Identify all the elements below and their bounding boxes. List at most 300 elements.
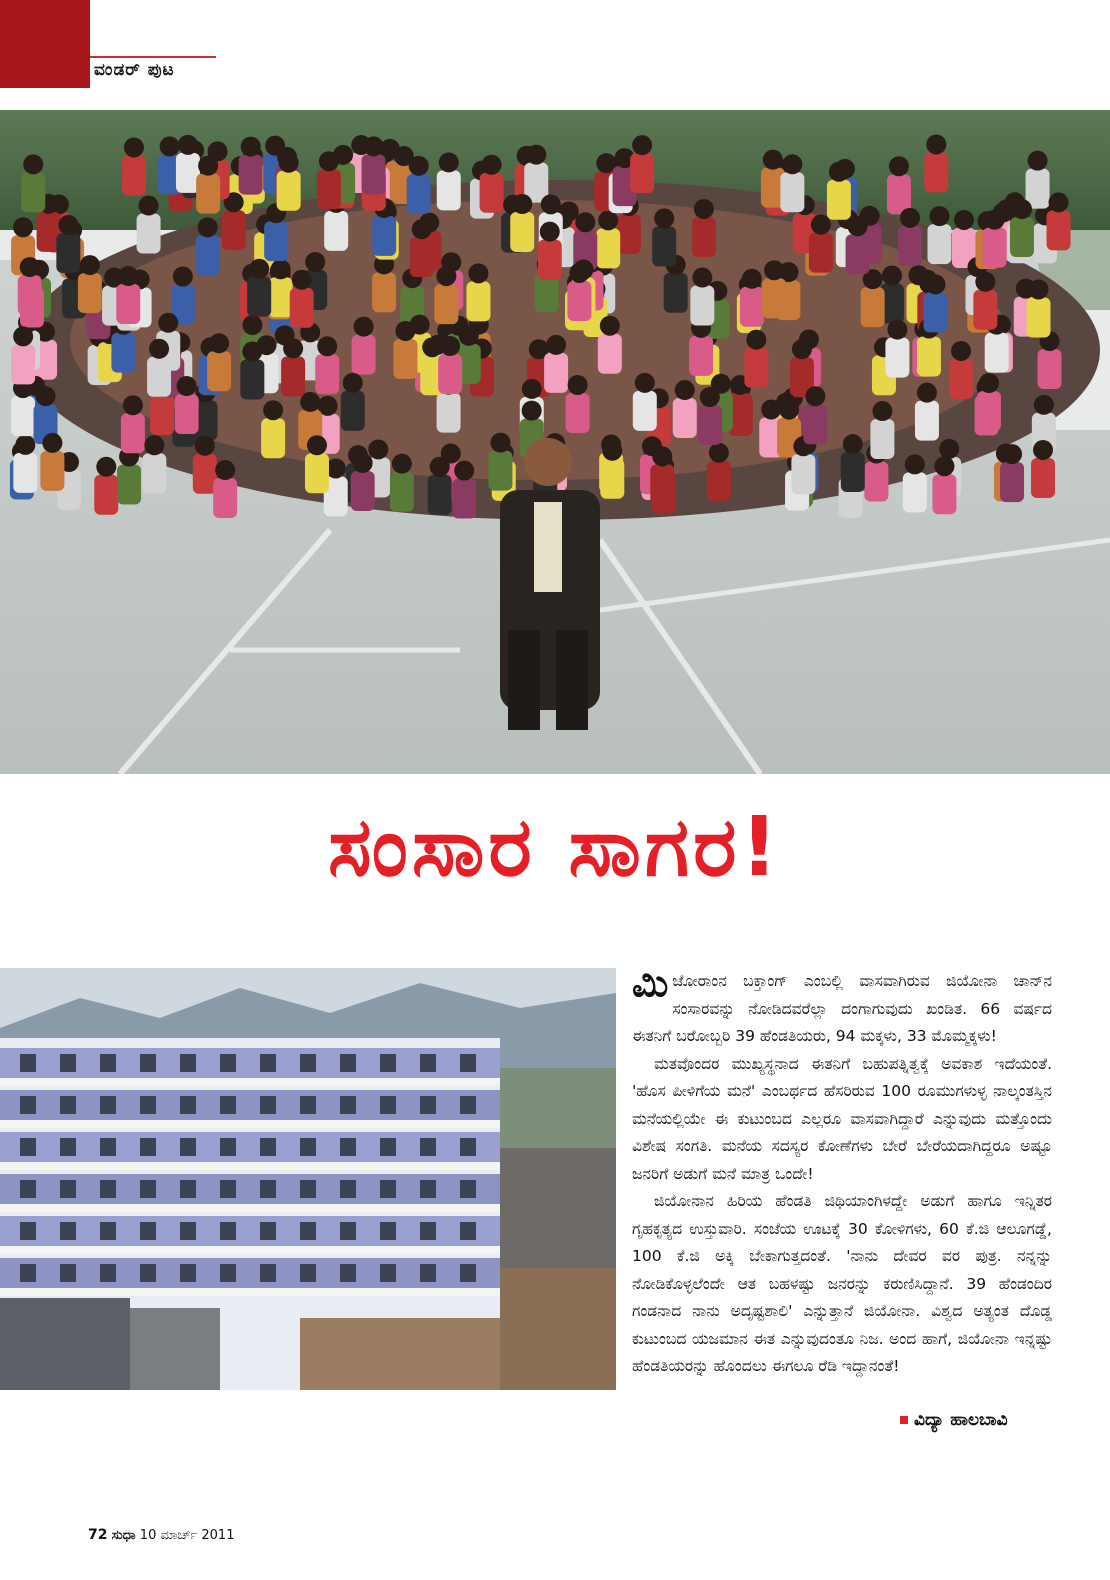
building-window [60, 1138, 76, 1156]
building-window [460, 1264, 476, 1282]
building-window [260, 1096, 276, 1114]
crowd-head [929, 206, 949, 226]
crowd-head [1033, 440, 1053, 460]
crowd-head [782, 154, 802, 174]
crowd-head [440, 336, 460, 356]
building-window [220, 1096, 236, 1114]
crowd-figure [985, 333, 1009, 373]
crowd-head [209, 333, 229, 353]
crowd-head [482, 155, 502, 175]
building-window [460, 1054, 476, 1072]
crowd-head [439, 152, 459, 172]
crowd-figure [803, 404, 827, 444]
building-window [380, 1138, 396, 1156]
building-window [220, 1054, 236, 1072]
crowd-figure [652, 226, 676, 266]
crowd-figure [437, 393, 461, 433]
family-group-photo [0, 110, 1110, 774]
crowd-head [364, 136, 384, 156]
crowd-head [118, 266, 138, 286]
crowd-figure [1010, 217, 1034, 257]
crowd-head [144, 435, 164, 455]
crowd-figure [466, 281, 490, 321]
crowd-head [979, 373, 999, 393]
crowd-head [149, 339, 169, 359]
crowd-head [353, 453, 373, 473]
crowd-figure [617, 214, 641, 254]
crowd-figure [1026, 297, 1050, 337]
crowd-head [392, 454, 412, 474]
crowd-figure [841, 452, 865, 492]
crowd-head [882, 266, 902, 286]
building-window [140, 1054, 156, 1072]
building-window [300, 1054, 316, 1072]
crowd-figure [11, 344, 35, 384]
crowd-head [20, 257, 40, 277]
crowd-figure [428, 475, 452, 515]
crowd-figure [147, 357, 171, 397]
crowd-figure [407, 174, 431, 214]
building-window [140, 1222, 156, 1240]
building-window [140, 1096, 156, 1114]
crowd-head [742, 269, 762, 289]
building-railing [0, 1120, 500, 1128]
crowd-head [271, 259, 291, 279]
building-window [100, 1096, 116, 1114]
crowd-figure [213, 478, 237, 518]
crowd-head [526, 145, 546, 165]
byline-marker [900, 1416, 908, 1424]
crowd-figure [1031, 458, 1055, 498]
crowd-head [36, 386, 56, 406]
building-window [60, 1096, 76, 1114]
crowd-figure [150, 395, 174, 435]
crowd-head [975, 272, 995, 292]
building-window [20, 1222, 36, 1240]
crowd-head [512, 194, 532, 214]
crowd-head [13, 217, 33, 237]
crowd-figure [264, 221, 288, 261]
crowd-figure [809, 233, 833, 273]
crowd-figure [390, 472, 414, 512]
crowd-head [694, 199, 714, 219]
crowd-head [792, 339, 812, 359]
crowd-head [541, 194, 561, 214]
crowd-figure [351, 471, 375, 511]
crowd-figure [923, 292, 947, 332]
crowd-figure [341, 391, 365, 431]
crowd-head [1012, 199, 1032, 219]
building-window [140, 1180, 156, 1198]
building-window [420, 1222, 436, 1240]
crowd-head [761, 399, 781, 419]
crowd-head [241, 137, 261, 157]
crowd-figure [452, 479, 476, 519]
crowd-figure [924, 152, 948, 192]
crowd-figure [261, 418, 285, 458]
building-window [460, 1180, 476, 1198]
crowd-head [1049, 192, 1069, 212]
crowd-figure [633, 391, 657, 431]
crowd-head [292, 270, 312, 290]
crowd-head [395, 321, 415, 341]
crowd-figure [630, 153, 654, 193]
building-window [460, 1096, 476, 1114]
building-window [180, 1180, 196, 1198]
crowd-figure [780, 172, 804, 212]
building-window [220, 1180, 236, 1198]
crowd-head [843, 434, 863, 454]
crowd-head [123, 395, 143, 415]
building-window [60, 1222, 76, 1240]
crowd-figure [21, 172, 45, 212]
crowd-head [198, 156, 218, 176]
crowd-head [1028, 279, 1048, 299]
crowd-figure [116, 284, 140, 324]
building-window [180, 1264, 196, 1282]
crowd-head [692, 268, 712, 288]
crowd-head [635, 373, 655, 393]
building-window [220, 1222, 236, 1240]
building-window [20, 1054, 36, 1072]
crowd-figure [11, 396, 35, 436]
crowd-figure [434, 284, 458, 324]
crowd-head [811, 215, 831, 235]
crowd-head [522, 401, 542, 421]
building-window [340, 1264, 356, 1282]
crowd-figure [885, 338, 909, 378]
crowd-figure [121, 413, 145, 453]
crowd-figure [949, 359, 973, 399]
crowd-head [652, 446, 672, 466]
crowd-head [430, 457, 450, 477]
building-window [20, 1264, 36, 1282]
crowd-head [939, 439, 959, 459]
crowd-figure [488, 451, 512, 491]
building-window [420, 1264, 436, 1282]
building-window [20, 1096, 36, 1114]
building-window [460, 1138, 476, 1156]
building-window [380, 1054, 396, 1072]
crowd-head [568, 375, 588, 395]
page-number: 72 [88, 1527, 108, 1543]
building-window [260, 1138, 276, 1156]
building-window [220, 1264, 236, 1282]
crowd-figure [1038, 349, 1062, 389]
crowd-figure [673, 398, 697, 438]
crowd-head [319, 151, 339, 171]
crowd-figure [600, 459, 624, 499]
crowd-figure [538, 240, 562, 280]
crowd-figure [927, 224, 951, 264]
crowd-figure [94, 475, 118, 515]
crowd-figure [932, 474, 956, 514]
crowd-figure [917, 337, 941, 377]
crowd-figure [689, 336, 713, 376]
building-window [340, 1096, 356, 1114]
crowd-figure [567, 281, 591, 321]
building-window [100, 1264, 116, 1282]
crowd-head [490, 433, 510, 453]
magazine-name: ಸುಧಾ [111, 1528, 136, 1543]
crowd-head [368, 439, 388, 459]
crowd-figure [598, 334, 622, 374]
crowd-head [829, 162, 849, 182]
building-window [300, 1138, 316, 1156]
crowd-head [468, 263, 488, 283]
crowd-figure [13, 453, 37, 493]
crowd-figure [791, 454, 815, 494]
building-window [260, 1222, 276, 1240]
crowd-figure [56, 233, 80, 273]
dropcap: ಮಿ [632, 961, 669, 1005]
crowd-figure [664, 273, 688, 313]
crowd-head [249, 259, 269, 279]
building-window [300, 1222, 316, 1240]
crowd-head [540, 222, 560, 242]
building-railing [0, 1204, 500, 1212]
crowd-figure [744, 348, 768, 388]
crowd-figure [692, 217, 716, 257]
crowd-figure [222, 210, 246, 250]
crowd-figure [740, 287, 764, 327]
crowd-head [160, 136, 180, 156]
crowd-figure [142, 453, 166, 493]
crowd-figure [18, 275, 42, 315]
crowd-figure [372, 216, 396, 256]
building-window [260, 1054, 276, 1072]
building-window [380, 1180, 396, 1198]
crowd-figure [372, 272, 396, 312]
crowd-head [283, 338, 303, 358]
crowd-head [598, 210, 618, 230]
article-body [632, 961, 1052, 1381]
crowd-head [709, 443, 729, 463]
crowd-head [195, 436, 215, 456]
crowd-figure [827, 180, 851, 220]
crowd-head [954, 210, 974, 230]
crowd-figure [247, 277, 271, 317]
crowd-figure [207, 351, 231, 391]
crowd-head [602, 441, 622, 461]
crowd-head [926, 134, 946, 154]
crowd-head [354, 317, 374, 337]
crowd-figure [1000, 462, 1024, 502]
crowd-head [917, 383, 937, 403]
crowd-figure [196, 235, 220, 275]
corner-color-block [0, 0, 90, 88]
crowd-head [905, 454, 925, 474]
crowd-figure [393, 339, 417, 379]
crowd-head [675, 380, 695, 400]
article-paragraph: ಮತವೊಂದರ ಮುಖ್ಯಸ್ಥನಾದ ಈತನಿಗೆ ಬಹುಪತ್ನಿತ್ವಕ್ಕೆ ಅವಕಾಶ ಇದೆಯಂತೆ. 'ಹೊಸ ಪೀಳಿಗೆಯ ಮನೆ' ಎಂಬರ್ಥದ ಹೆಸರಿರುವ 100 ರೂಮುಗಳುಳ್ಳ ನಾಲ್ಕಂತಸ್ತಿನ ಮನೆಯಲ್ಲಿಯೇ ಈ ಕುಟುಂಬದ ಎಲ್ಲರೂ ವಾಸವಾಗಿದ್ದಾರೆ ಎನ್ನುವುದು ಮತ್ತೊಂದು ವಿಶೇಷ ಸಂಗತಿ. ಮನೆಯ ಸದಸ್ಯರ ಕೋಣೆಗಳು ಬೇರೆ ಬೇರೆಯದಾಗಿದ್ದರೂ ಅಷ್ಟೂ ಜನರಿಗೆ ಅಡುಗೆ ಮನೆ ಮಾತ್ರ ಒಂದೇ! [632, 1054, 1052, 1183]
crowd-head [139, 196, 159, 216]
building-window [340, 1054, 356, 1072]
issue-date: 10 ಮಾರ್ಚ್ 2011 [139, 1528, 235, 1543]
crowd-figure [290, 288, 314, 328]
crowd-figure [903, 472, 927, 512]
building-window [300, 1180, 316, 1198]
crowd-head [746, 330, 766, 350]
crowd-figure [650, 464, 674, 504]
crowd-figure [566, 393, 590, 433]
crowd-figure [175, 394, 199, 434]
crowd-figure [898, 226, 922, 266]
building-window [180, 1096, 196, 1114]
crowd-head [242, 315, 262, 335]
crowd-head [343, 373, 363, 393]
crowd-head [173, 266, 193, 286]
crowd-head [700, 387, 720, 407]
crowd-head [1002, 444, 1022, 464]
building-railing [0, 1246, 500, 1254]
crowd-figure [861, 287, 885, 327]
crowd-figure [324, 211, 348, 251]
crowd-figure [40, 451, 64, 491]
crowd-head [600, 316, 620, 336]
crowd-figure [196, 174, 220, 214]
crowd-head [575, 212, 595, 232]
building-window [180, 1138, 196, 1156]
building-window [340, 1180, 356, 1198]
crowd-figure [269, 277, 293, 317]
crowd-figure [239, 155, 263, 195]
crowd-head [177, 376, 197, 396]
crowd-figure [510, 212, 534, 252]
section-label: ವಂಡರ್ ಪುಟ [94, 60, 175, 80]
crowd-figure [437, 170, 461, 210]
building-window [380, 1222, 396, 1240]
building-window [300, 1264, 316, 1282]
building-window [260, 1264, 276, 1282]
building-railing [0, 1078, 500, 1086]
crowd-figure [977, 391, 1001, 431]
crowd-head [300, 392, 320, 412]
building-window [100, 1180, 116, 1198]
crowd-head [409, 156, 429, 176]
crowd-head [317, 336, 337, 356]
crowd-head [546, 335, 566, 355]
crowd-head [654, 208, 674, 228]
building-window [60, 1054, 76, 1072]
crowd-head [951, 341, 971, 361]
crowd-head [178, 135, 198, 155]
crowd-figure [111, 333, 135, 373]
crowd-head [215, 460, 235, 480]
building-railing [0, 1288, 500, 1296]
crowd-head [15, 435, 35, 455]
crowd-head [1028, 151, 1048, 171]
crowd-figure [315, 354, 339, 394]
crowd-head [158, 313, 178, 333]
page-footer [88, 1527, 234, 1543]
building-window [420, 1138, 436, 1156]
crowd-figure [410, 237, 434, 277]
crowd-head [307, 435, 327, 455]
building-railing [0, 1162, 500, 1170]
crowd-head [887, 320, 907, 340]
crowd-figure [240, 360, 264, 400]
crowd-head [422, 337, 442, 357]
crowd-head [900, 208, 920, 228]
crowd-head [632, 135, 652, 155]
crowd-figure [846, 234, 870, 274]
crowd-figure [915, 401, 939, 441]
crowd-figure [305, 453, 329, 493]
crowd-head [305, 252, 325, 272]
building-window [60, 1180, 76, 1198]
crowd-figure [277, 171, 301, 211]
headline: ಸಂಸಾರ ಸಾಗರ! [328, 800, 782, 895]
building-window [380, 1264, 396, 1282]
crowd-head [925, 274, 945, 294]
crowd-figure [137, 214, 161, 254]
crowd-head [763, 150, 783, 170]
crowd-figure [698, 405, 722, 445]
crowd-head [459, 326, 479, 346]
crowd-figure [317, 169, 341, 209]
section-rule [90, 56, 216, 58]
crowd-figure [983, 228, 1007, 268]
crowd-head [58, 215, 78, 235]
crowd-figure [762, 278, 786, 318]
crowd-head [522, 379, 542, 399]
crowd-figure [864, 461, 888, 501]
building-window [20, 1138, 36, 1156]
crowd-head [80, 255, 100, 275]
crowd-figure [870, 419, 894, 459]
crowd-figure [281, 356, 305, 396]
crowd-head [934, 456, 954, 476]
crowd-figure [122, 155, 146, 195]
building-window [180, 1222, 196, 1240]
building-window [180, 1054, 196, 1072]
crowd-figure [480, 173, 504, 213]
building-window [420, 1180, 436, 1198]
crowd-head [23, 154, 43, 174]
crowd-figure [544, 353, 568, 393]
crowd-figure [707, 461, 731, 501]
crowd-figure [117, 465, 141, 505]
crowd-head [13, 326, 33, 346]
crowd-head [198, 217, 218, 237]
byline [900, 1410, 1008, 1430]
building-window [300, 1096, 316, 1114]
crowd-head [569, 263, 589, 283]
crowd-head [1034, 395, 1054, 415]
crowd-head [96, 457, 116, 477]
crowd-head [242, 342, 262, 362]
crowd-head [412, 219, 432, 239]
building-window [100, 1138, 116, 1156]
crowd-head [436, 266, 456, 286]
crowd-figure [973, 290, 997, 330]
article-paragraph: ಮಿಜೋರಾಂನ ಬಕ್ತಾಂಗ್ ಎಂಬಲ್ಲಿ ವಾಸವಾಗಿರುವ ಜಿಯೋನಾ ಚಾನ್‌ನ ಸಂಸಾರವನ್ನು ನೋಡಿದವರೆಲ್ಲಾ ದಂಗಾಗುವುದು ಖಂಡಿತ. 66 ವರ್ಷದ ಈತನಿಗೆ ಬರೋಬ್ಬರಿ 39 ಹೆಂಡತಿಯರು, 94 ಮಕ್ಕಳು, 33 ಮೊಮ್ಮಕ್ಕಳು! [632, 961, 1052, 1045]
crowd-head [42, 433, 62, 453]
building-window [140, 1138, 156, 1156]
crowd-head [279, 153, 299, 173]
crowd-figure [438, 354, 462, 394]
crowd-head [889, 156, 909, 176]
crowd-figure [78, 273, 102, 313]
building-window [220, 1138, 236, 1156]
crowd-head [848, 216, 868, 236]
building-window [340, 1138, 356, 1156]
crowd-head [764, 260, 784, 280]
building-window [20, 1180, 36, 1198]
crowd-figure [362, 154, 386, 194]
crowd-head [779, 400, 799, 420]
